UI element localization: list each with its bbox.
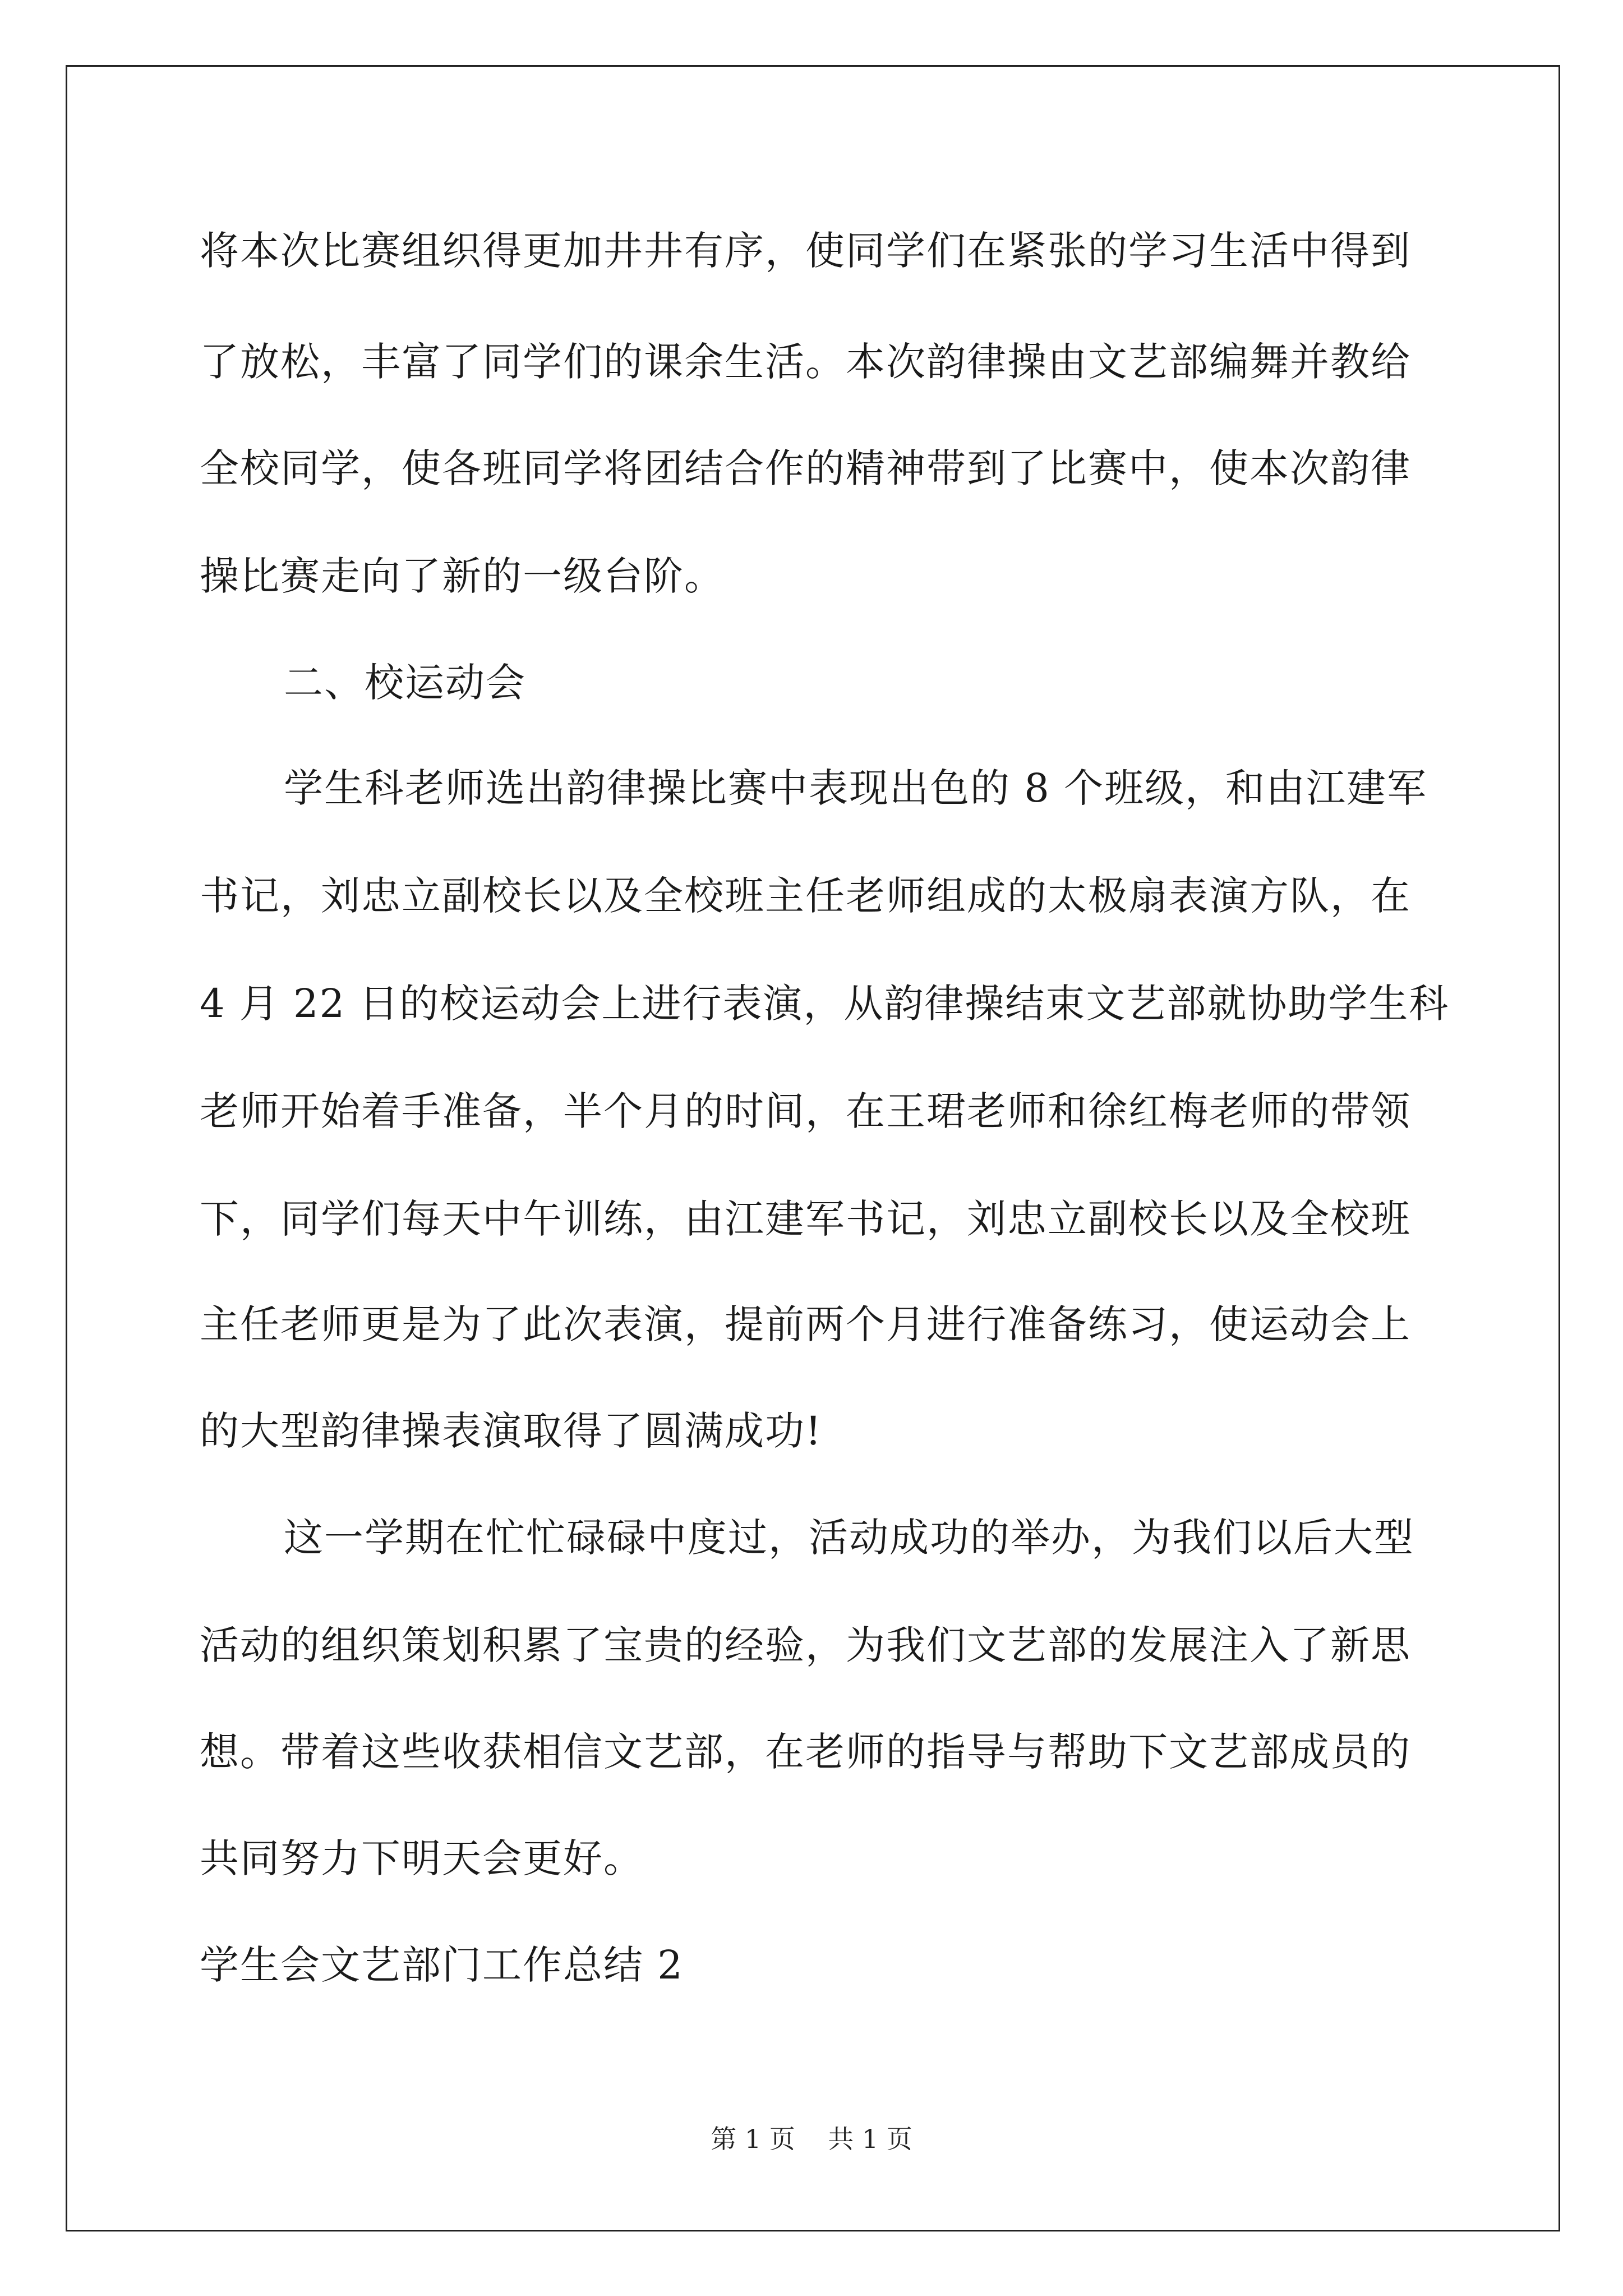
document-title: 学生会文艺部门工作总结 2	[200, 1942, 684, 1988]
paragraph-3-line-4: 共同努力下明天会更好。	[200, 1835, 644, 1881]
paragraph-2-line-2: 书记，刘忠立副校长以及全校班主任老师组成的太极扇表演方队，在	[200, 873, 1411, 919]
paragraph-1-line-4: 操比赛走向了新的一级台阶。	[200, 553, 725, 599]
paragraph-3-line-3: 想。带着这些收获相信文艺部，在老师的指导与帮助下文艺部成员的	[200, 1729, 1411, 1775]
section-heading: 二、校运动会	[284, 660, 526, 706]
paragraph-2-line-7: 的大型韵律操表演取得了圆满成功!	[200, 1408, 823, 1454]
paragraph-1-line-2: 了放松，丰富了同学们的课余生活。本次韵律操由文艺部编舞并教给	[200, 339, 1411, 385]
paragraph-3-line-2: 活动的组织策划积累了宝贵的经验，为我们文艺部的发展注入了新思	[200, 1622, 1411, 1668]
paragraph-2-line-1: 学生科老师选出韵律操比赛中表现出色的 8 个班级，和由江建军	[284, 765, 1428, 811]
paragraph-2-line-6: 主任老师更是为了此次表演，提前两个月进行准备练习，使运动会上	[200, 1301, 1411, 1347]
page-footer: 第 1 页 共 1 页	[711, 2124, 912, 2154]
paragraph-2-line-4: 老师开始着手准备，半个月的时间，在王珺老师和徐红梅老师的带领	[200, 1088, 1411, 1134]
paragraph-3-line-1: 这一学期在忙忙碌碌中度过，活动成功的举办，为我们以后大型	[284, 1515, 1414, 1561]
paragraph-2-line-3: 4 月 22 日的校运动会上进行表演，从韵律操结束文艺部就协助学生科	[200, 981, 1450, 1027]
paragraph-1-line-3: 全校同学，使各班同学将团结合作的精神带到了比赛中，使本次韵律	[200, 445, 1411, 491]
paragraph-1-line-1: 将本次比赛组织得更加井井有序，使同学们在紧张的学习生活中得到	[200, 228, 1411, 274]
page-border	[66, 65, 1560, 2231]
paragraph-2-line-5: 下，同学们每天中午训练，由江建军书记，刘忠立副校长以及全校班	[200, 1196, 1411, 1242]
